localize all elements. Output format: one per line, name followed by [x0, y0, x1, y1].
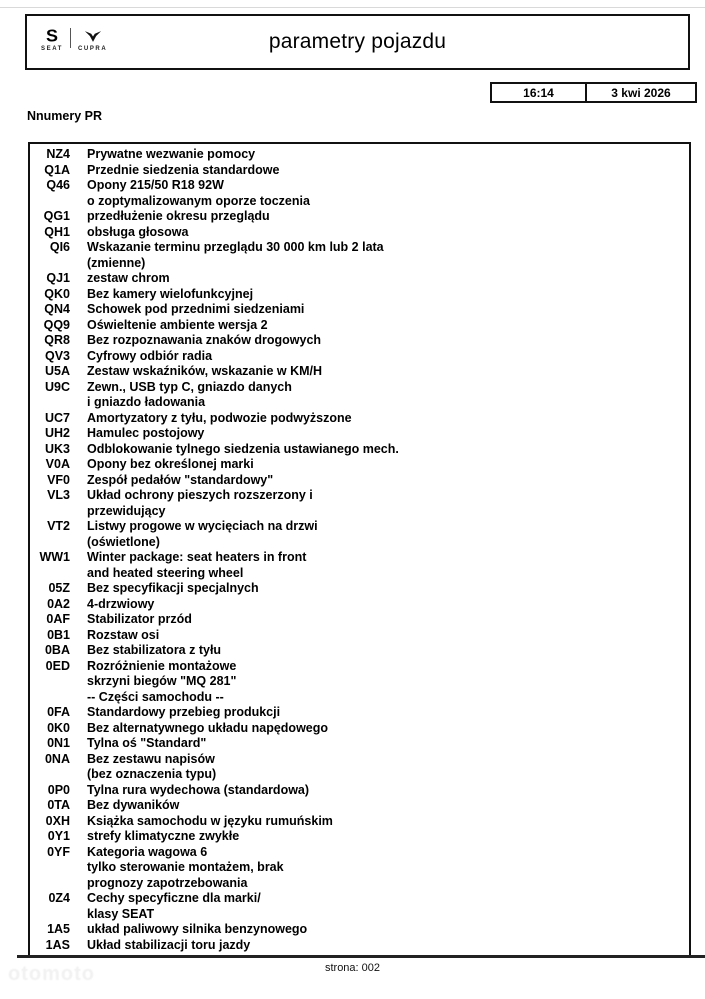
pr-row: [30, 597, 689, 613]
pr-code: QK0: [44, 286, 70, 301]
pr-description: 4-drzwiowy: [87, 596, 155, 611]
pr-row: [30, 349, 689, 365]
pr-row: [30, 519, 689, 535]
pr-row: [30, 643, 689, 659]
pr-description: Prywatne wezwanie pomocy: [87, 147, 256, 161]
pr-description: Opony 215/50 R18 92W: [87, 178, 224, 192]
pr-row: [30, 163, 689, 179]
pr-description: Bez stabilizatora z tyłu: [87, 643, 222, 657]
footer-rule: [17, 955, 705, 958]
pr-description: Rozróżnienie montażowe: [87, 658, 237, 673]
pr-description: układ paliwowy silnika benzynowego: [87, 922, 308, 936]
pr-description: przewidujący: [87, 503, 166, 518]
pr-description: (oświetlone): [87, 534, 160, 549]
pr-row: [30, 380, 689, 396]
pr-code: 0YF: [47, 844, 70, 859]
pr-description: Winter package: seat heaters in front: [87, 550, 307, 564]
pr-row: [30, 628, 689, 644]
pr-code: VL3: [47, 488, 70, 502]
pr-description: Układ stabilizacji toru jazdy: [87, 937, 251, 952]
pr-description: Książka samochodu w języku rumuńskim: [87, 813, 333, 828]
pr-code: [30, 256, 70, 272]
document-header: [25, 14, 690, 70]
pr-description: (bez oznaczenia typu): [87, 767, 217, 781]
pr-row: [30, 814, 689, 830]
pr-code: [30, 674, 70, 690]
pr-code: [30, 566, 70, 582]
pr-code: [30, 876, 70, 892]
pr-description: Amortyzatory z tyłu, podwozie podwyższone: [87, 410, 352, 425]
pr-description: Zewn., USB typ C, gniazdo danych: [87, 379, 292, 394]
pr-description: tylko sterowanie montażem, brak: [87, 860, 284, 874]
pr-code: V0A: [45, 457, 70, 471]
pr-code: 1AS: [45, 937, 70, 952]
pr-row: [30, 333, 689, 349]
pr-row: [30, 721, 689, 737]
pr-description: Bez rozpoznawania znaków drogowych: [87, 333, 322, 347]
pr-description: przedłużenie okresu przeglądu: [87, 209, 270, 223]
pr-row: [30, 891, 689, 907]
pr-description: Bez specyfikacji specjalnych: [87, 581, 259, 595]
pr-row: [30, 364, 689, 380]
pr-description: Odblokowanie tylnego siedzenia ustawianego mech.: [87, 441, 399, 456]
pr-code: 0B1: [47, 627, 70, 642]
pr-code: UK3: [44, 441, 70, 456]
pr-code: 1A5: [47, 922, 70, 936]
pr-row: [30, 845, 689, 861]
pr-description: Rozstaw osi: [87, 627, 160, 642]
pr-description: Zespół pedałów "standardowy": [87, 472, 274, 487]
pr-row: [30, 178, 689, 194]
pr-code: [30, 767, 70, 783]
pr-row: [30, 938, 689, 954]
pr-description: skrzyni biegów "MQ 281": [87, 674, 237, 688]
pr-code: WW1: [39, 550, 70, 564]
pr-description: i gniazdo ładowania: [87, 395, 206, 409]
pr-row: [30, 457, 689, 473]
pr-code: QR8: [44, 333, 70, 347]
pr-code: 0XH: [45, 813, 70, 828]
pr-code: [30, 535, 70, 551]
pr-row: [30, 922, 689, 938]
pr-row: [30, 907, 689, 923]
pr-row: [30, 690, 689, 706]
pr-description: prognozy zapotrzebowania: [87, 875, 248, 890]
pr-code: UH2: [44, 426, 70, 440]
pr-code: QG1: [43, 209, 70, 223]
pr-description: zestaw chrom: [87, 271, 170, 285]
page-number: strona: 002: [324, 962, 381, 974]
pr-code: 0N1: [47, 736, 70, 750]
seat-logo-label: SEAT: [41, 46, 63, 52]
pr-row: [30, 767, 689, 783]
pr-description: Cyfrowy odbiór radia: [87, 348, 213, 363]
pr-row: [30, 442, 689, 458]
print-date: 3 kwi 2026: [611, 85, 671, 100]
pr-code: 0K0: [47, 720, 70, 735]
pr-code: 0Z4: [48, 891, 70, 905]
pr-description: Opony bez określonej marki: [87, 457, 254, 471]
pr-code: Q46: [46, 178, 70, 192]
pr-code: 0NA: [44, 751, 70, 766]
pr-description: Oświeltenie ambiente wersja 2: [87, 317, 268, 332]
watermark: otomoto: [8, 963, 95, 985]
page-title: parametry pojazdu: [268, 30, 447, 53]
pr-code: VT2: [47, 519, 70, 533]
pr-code: U9C: [44, 379, 70, 394]
pr-row: [30, 318, 689, 334]
datetime-box: [490, 82, 697, 103]
pr-row: [30, 209, 689, 225]
pr-code: 0P0: [47, 782, 70, 797]
pr-row: [30, 504, 689, 520]
pr-row: [30, 271, 689, 287]
pr-row: [30, 488, 689, 504]
pr-description: Tylna oś "Standard": [87, 736, 207, 750]
pr-row: [30, 783, 689, 799]
pr-row: [30, 426, 689, 442]
pr-description: Cechy specyficzne dla marki/: [87, 891, 261, 905]
pr-code: QJ1: [46, 271, 70, 285]
pr-description: obsługa głosowa: [87, 224, 189, 239]
pr-description: Układ ochrony pieszych rozszerzony i: [87, 488, 313, 502]
pr-row: [30, 302, 689, 318]
pr-row: [30, 876, 689, 892]
pr-row: [30, 147, 689, 163]
pr-code: [30, 690, 70, 706]
pr-description: Schowek pod przednimi siedzeniami: [87, 302, 305, 316]
pr-description: -- Części samochodu --: [87, 689, 224, 704]
pr-code: UC7: [44, 410, 70, 425]
pr-row: [30, 612, 689, 628]
pr-row: [30, 287, 689, 303]
pr-row: [30, 674, 689, 690]
pr-code: 0AF: [46, 612, 70, 626]
pr-list-rows: [30, 147, 689, 953]
pr-code: 0A2: [47, 596, 70, 611]
pr-row: [30, 225, 689, 241]
pr-description: Wskazanie terminu przeglądu 30 000 km lub 2 lata: [87, 240, 384, 254]
pr-description: Tylna rura wydechowa (standardowa): [87, 782, 310, 797]
pr-row: [30, 566, 689, 582]
pr-row: [30, 411, 689, 427]
pr-row: [30, 829, 689, 845]
pr-code: QQ9: [43, 317, 70, 332]
pr-row: [30, 240, 689, 256]
pr-code: 0ED: [45, 658, 70, 673]
pr-description: Stabilizator przód: [87, 612, 192, 626]
pr-code: QN4: [44, 302, 70, 316]
pr-row: [30, 736, 689, 752]
pr-description: klasy SEAT: [87, 906, 155, 921]
section-title-pr-numbers: Nnumery PR: [27, 109, 103, 123]
pr-code: 0BA: [44, 643, 70, 657]
pr-description: strefy klimatyczne zwykłe: [87, 829, 240, 843]
pr-description: Kategoria wagowa 6: [87, 844, 208, 859]
pr-description: Bez kamery wielofunkcyjnej: [87, 286, 254, 301]
pr-code: QI6: [49, 240, 70, 254]
pr-code: NZ4: [46, 147, 70, 161]
pr-description: Przednie siedzenia standardowe: [87, 162, 280, 177]
pr-code: [30, 860, 70, 876]
pr-description: Bez dywaników: [87, 798, 180, 812]
pr-code: QH1: [44, 224, 70, 239]
pr-description: o zoptymalizowanym oporze toczenia: [87, 193, 310, 208]
seat-s-icon: S: [45, 26, 58, 46]
pr-description: Listwy progowe w wycięciach na drzwi: [87, 519, 318, 533]
pr-code: U5A: [44, 364, 70, 378]
pr-row: [30, 798, 689, 814]
pr-code: QV3: [44, 348, 70, 363]
pr-description: (zmienne): [87, 255, 146, 270]
pr-description: Bez alternatywnego układu napędowego: [87, 720, 329, 735]
pr-description: and heated steering wheel: [87, 565, 244, 580]
pr-description: Zestaw wskaźników, wskazanie w KM/H: [87, 364, 323, 378]
pr-code: [30, 907, 70, 923]
pr-row: [30, 256, 689, 272]
pr-code: [30, 194, 70, 210]
pr-code: [30, 504, 70, 520]
pr-row: [30, 581, 689, 597]
pr-row: [30, 705, 689, 721]
print-time: 16:14: [492, 84, 587, 101]
pr-description: Standardowy przebieg produkcji: [87, 705, 281, 719]
pr-row: [30, 659, 689, 675]
pr-row: [30, 194, 689, 210]
pr-code: 0Y1: [47, 829, 70, 843]
pr-row: [30, 473, 689, 489]
pr-row: [30, 395, 689, 411]
pr-description: Bez zestawu napisów: [87, 751, 215, 766]
pr-row: [30, 550, 689, 566]
pr-code: 0FA: [47, 705, 70, 719]
pr-code: 05Z: [48, 581, 70, 595]
pr-code: VF0: [47, 472, 70, 487]
pr-code: 0TA: [47, 798, 70, 812]
pr-code: [30, 395, 70, 411]
cupra-logo-label: CUPRA: [77, 46, 108, 52]
pr-row: [30, 860, 689, 876]
pr-description: Hamulec postojowy: [87, 426, 205, 440]
pr-row: [30, 752, 689, 768]
pr-list-box: [28, 142, 691, 955]
pr-row: [30, 535, 689, 551]
pr-code: Q1A: [44, 162, 70, 177]
page-top-hairline: [0, 7, 705, 8]
